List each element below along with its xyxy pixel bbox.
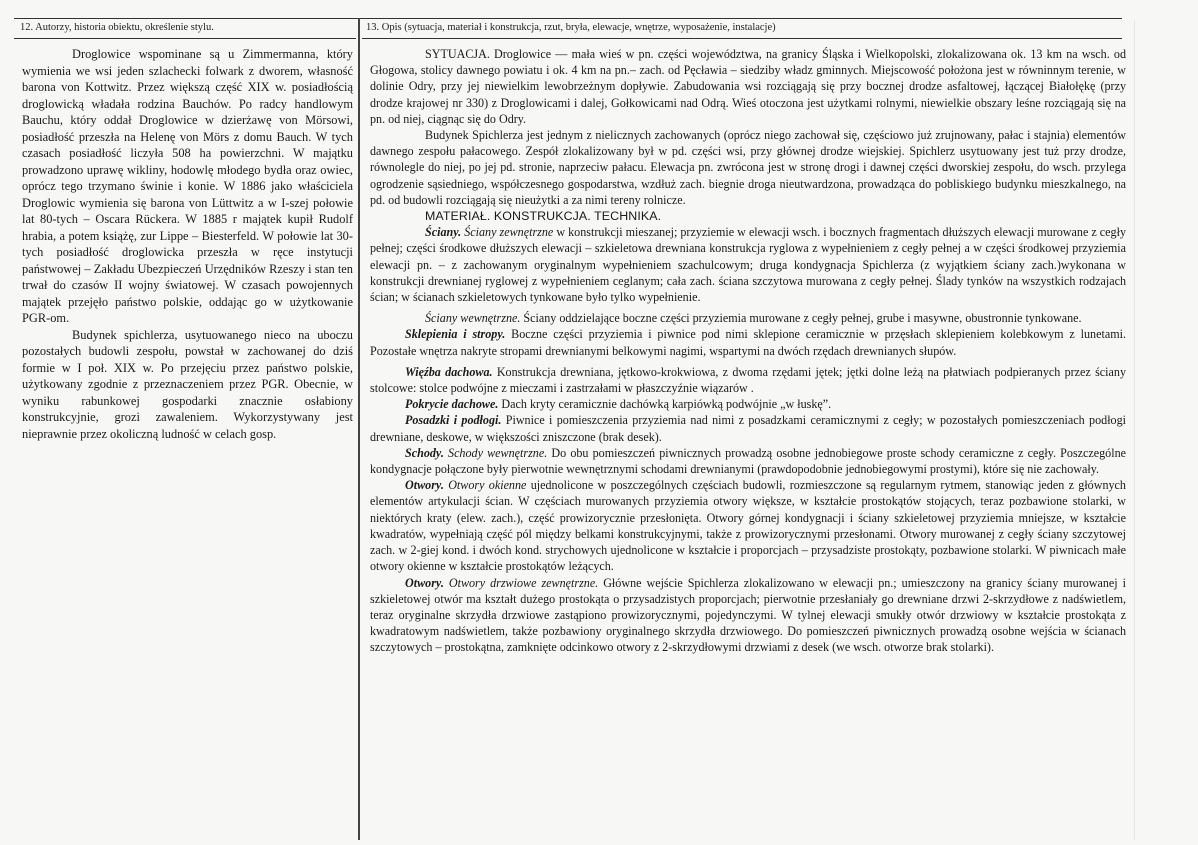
column-divider <box>358 18 360 840</box>
floors-paragraph <box>370 412 1126 444</box>
roof-truss-paragraph <box>370 364 1126 396</box>
vaults-text: Boczne części przyziemia i piwnice pod nimi sklepione ceramicznie w przęsłach sklepieniem kolebkowym z lunetami. Pozostałe wnętrza nakryte stropami drewnianymi belkowymi nagimi, wspartymi na dwóch rzędach drewnianych słupów. <box>370 327 1126 358</box>
doors-text: Główne wejście Spichlerza zlokalizowano w elewacji pn.; umieszczony na granicy ściany murowanej i szkieletowej otwór ma kształt dużego prostokąta o przysadzistych proporcjach; pierwotnie przesłaniały go drewniane drzwi 2-skrzydłowe z nadświetlem, teraz oryginalne skrzydła drzwiowe zastąpiono prowizorycznymi, pojedynczymi. W tylnej elewacji smukły otwór drzwiowy w kształcie prostokąta z kwadratowym nadświetlem, także pozbawiony oryginalnego skrzydła drzwiowego. Do pomieszczeń piwnicznych prowadzą osobne wejścia w ścianach szczytowych – prostokątna, zamknięte odcinkowo otwory z 2-skrzydłowymi drzwiami z desek (we wsch. otworze brak stolarki). <box>370 575 1126 655</box>
interior-walls-label: Ściany wewnętrzne. <box>425 311 521 326</box>
material-heading: MATERIAŁ. KONSTRUKCJA. TECHNIKA. <box>425 209 662 224</box>
floors-label: Posadzki i podłogi. <box>405 413 502 428</box>
section-13-header: 13. Opis (sytuacja, materiał i konstrukcja, rzut, bryła, elewacje, wnętrze, wyposażenie, instalacje) <box>362 21 1122 39</box>
granary-history-paragraph: Budynek spichlerza, usytuowanego nieco na uboczu pozostałych budowli zespołu, powstał w zachowanej do dziś formie w I poł. XIX w. Po przejęciu przez państwo polskie, użytkowany zgodnie z przeznaczeniem przez PGR. Obecnie, w wyniku rabunkowej gospodarki znacznie osłabiony konstrukcyjnie, grozi zawaleniem. Wykorzystywany jest nieprawnie przez okoliczną ludność w celach gosp. <box>22 327 353 441</box>
floors-text: Piwnice i pomieszczenia przyziemia nad nimi z posadzkami ceramicznymi z cegły; w pozostałych pomieszczeniach podłogi drewniane, deskowe, w większości zniszczone (brak desek). <box>370 413 1127 444</box>
walls-label: Ściany. <box>425 225 462 240</box>
history-column <box>22 46 353 442</box>
roofing-text: Dach kryty ceramicznie dachówką karpiówką podwójnie „w łuskę”. <box>501 397 832 412</box>
windows-label: Otwory okienne <box>448 478 527 493</box>
situation-text: SYTUACJA. Droglowice — mała wieś w pn. części województwa, na granicy Śląska i Wielkopolski, zlokalizowana ok. 13 km na wsch. od Głogowa, stolicy dawnego powiatu i ok. 4 km na pn.– zach. od Pęcławia – siedziby władz gminnych. Miejscowość położona jest w równinnym terenie, w dolinie Odry, przy jej niewielkim lewobrzeżnym dopływie. Zabudowania wsi rozciągają się przy bocznej drodze asfaltowej, łączącej Białołękę (przy drodze krajowej nr 330) z Droglowicami i dalej, Gołkowicami nad Odrą. Wieś otoczona jest użytkami rolnymi, niewielkie obszary leśne rozciągają się na pn. od niej, ciągnąc się do Odry. <box>370 47 1126 126</box>
history-paragraph: Droglowice wspominane są u Zimmermanna, który wymienia we wsi jeden szlachecki folwark z dworem, własność barona von Kottwitz. Przez większą część XIX w. posiadłością droglowicką władała rodzina Bauchów. Po radcy handlowym Bauchu, który oddał Droglowice w dzierżawę von Mörsowi, posiadłość przeszła na Helenę von Mörs z domu Bauch. W tych czasach posiadłość liczyła 508 ha powierzchni. W majątku prowadzono uprawę wikliny, hodowlę młodego bydła oraz owiec, oprócz tego trzymano świnie i konie. W 1886 jako właściciela Droglowic wymienia się barona von Lüttwitz a w I-szej połowie lat 80-tych – Oscara Rückera. W 1885 r majątek kupił Rudolf hrabia, a potem książę, zur Lippe – Biesterfeld. W połowie lat 30-tych posiadłość droglowicka przeszła w ręce instytucji państwowej – Zakładu Ubezpieczeń Urzędników Rzeszy i stan ten trwał do czasów II wojny światowej. W czasach powojennych majątek przejęło państwo polskie, oddając go w użytkowanie PGR-om. <box>22 47 353 325</box>
vaults-label: Sklepienia i stropy. <box>405 327 506 342</box>
roof-truss-label: Więźba dachowa. <box>405 364 493 379</box>
openings-label: Otwory. <box>405 478 444 493</box>
vaults-paragraph <box>370 326 1126 358</box>
stairs-label: Schody. <box>405 445 444 460</box>
doors-openings-label: Otwory. <box>405 575 444 590</box>
exterior-walls-label: Ściany zewnętrzne <box>464 225 554 240</box>
doors-paragraph <box>370 575 1126 656</box>
exterior-walls-text: w konstrukcji mieszanej; przyziemie w elewacji wsch. i bocznych fragmentach dłuższych elewacji murowane z cegły pełnej; części środkowe dłuższych elewacji – szkieletowa drewniana konstrukcja ryglowa z wypełnieniem z cegły pełnej a w części środkowej przyziemia elewacji pn. – z zachowanym oryginalnym wypełnieniem szachulcowym; druga kondygnacja Spichlerza (z wyjątkiem ściany zach.)wykonana w konstrukcji drewnianej ryglowej z wypełnieniem ceglanym; cała zach. ściana szczytowa murowana z cegły pełnej. Ślady tynków na wszystkich rodzajach ścian; w ścianach szkieletowych tynkowane było tylko wypełnienie. <box>370 225 1126 305</box>
top-rule <box>14 18 1122 19</box>
roofing-paragraph <box>370 396 1126 412</box>
description-column <box>370 46 1126 656</box>
situation-paragraph <box>370 46 1126 127</box>
walls-paragraph <box>370 224 1126 305</box>
interior-walls-paragraph <box>370 310 1126 326</box>
doors-label: Otwory drzwiowe zewnętrzne. <box>448 575 599 590</box>
roofing-label: Pokrycie dachowe. <box>405 397 499 412</box>
roof-truss-text: Konstrukcja drewniana, jętkowo-krokwiowa, z dwoma rzędami jętek; jętki dolne leżą na płatwiach podpieranych przez ściany stolcowe: stolce podwójne z mieczami i zastrzałami w płaszczyźnie wiązarów . <box>370 364 1126 396</box>
building-paragraph: Budynek Spichlerza jest jednym z nielicznych zachowanych (oprócz niego zachował się, częściowo już zrujnowany, pałac i stajnia) elementów dawnego zespołu pałacowego. Zespół zlokalizowany był w pd. części wsi, przy głównej drodze wiejskiej. Spichlerz usytuowany jest tuż przy drodze, równolegle do niej, po jej pd. stronie, naprzeciw pałacu. Elewacja pn. zwrócona jest w stronę drogi i dawnej części dworskiej zespołu, do wsch. przylega ogrodzenie sąsiedniego, współczesnego gospodarstwa, wzdłuż zach. biegnie droga nieutwardzona, prowadząca do pobliskiego budynku mieszkalnego, na pd. od budowli rozciągają się nieużytki a za nimi tereny rolnicze. <box>370 128 1126 207</box>
section-12-header: 12. Autorzy, historia obiektu, określenie stylu. <box>14 21 356 39</box>
stairs-paragraph <box>370 445 1126 477</box>
scan-edge-line <box>1134 20 1135 840</box>
interior-walls-text: Ściany oddzielające boczne części przyziemia murowane z cegły pełnej, grube i masywne, obustronnie tynkowane. <box>523 311 1082 326</box>
windows-text: ujednolicone w poszczególnych częściach budowli, rozmieszczone są regularnym rytmem, stanowiąc jeden z głównych elementów artykulacji ścian. W częściach murowanych przyziemia otwory większe, w kształcie prostokątów stojących, teraz pozbawione stolarki, w niektórych kraty (elew. zach.), część prowizorycznie przesłonięta. Otwory górnej kondygnacji i ściany szkieletowej przyziemia mniejsze, w kształcie kwadratów, wypełniają część pól między belkami konstrukcyjnymi, także z prowizorycznymi przesłonami. Otwory murowanej z cegły ściany szczytowej zach. w 2-giej kond. i dwóch kond. strychowych ujednolicone w kształcie i proporcjach – przysadziste prostokąty, pozbawione stolarki. W piwnicach małe otwory okienne w kształcie prostokątów leżących. <box>370 478 1126 574</box>
interior-stairs-label: Schody wewnętrzne. <box>448 445 548 460</box>
stairs-text: Do obu pomieszczeń piwnicznych prowadzą osobne jednobiegowe proste schody ceramiczne z cegły. Poszczególne kondygnacje połączone były pierwotnie wewnętrznymi schodami drewnianymi (prawdopodobnie jednobiegowymi prostymi), które się nie zachowały. <box>370 445 1126 477</box>
windows-paragraph <box>370 477 1126 574</box>
